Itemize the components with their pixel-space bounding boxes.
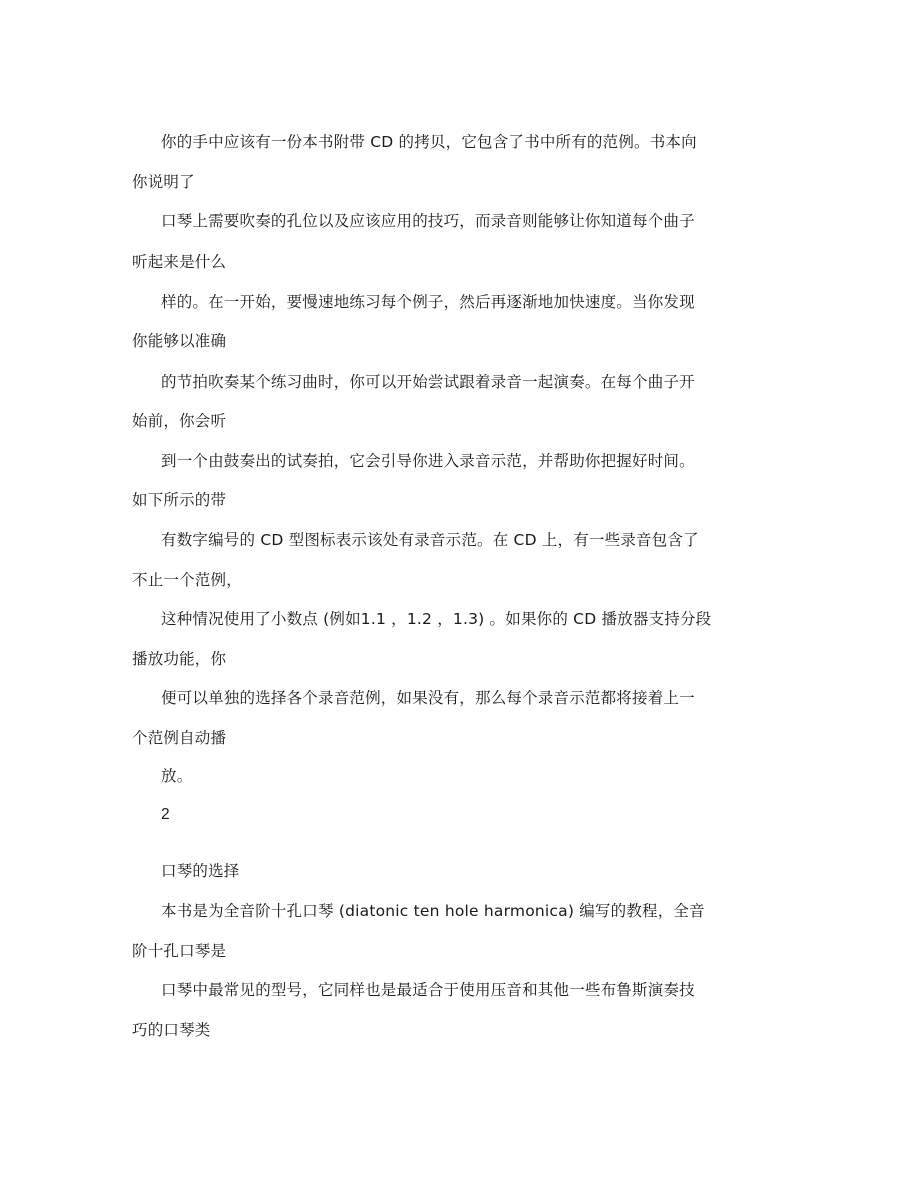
section-paragraph-1-line-2: 阶十孔口琴是 [132, 942, 227, 960]
paragraph-7-line-1: 这种情况使用了小数点 (例如1.1 ，1.2 ，1.3) 。如果你的 CD 播放器支持分段 [161, 610, 712, 628]
paragraph-3-line-1: 样的。在一开始，要慢速地练习每个例子，然后再逐渐地加快速度。当你发现 [161, 293, 695, 311]
paragraph-2-line-1: 口琴上需要吹奏的孔位以及应该应用的技巧，而录音则能够让你知道每个曲子 [161, 212, 695, 230]
paragraph-1-line-2: 你说明了 [132, 173, 195, 191]
paragraph-8-line-1: 便可以单独的选择各个录音范例，如果没有，那么每个录音示范都将接着上一 [161, 689, 695, 707]
paragraph-6-line-1: 有数字编号的 CD 型图标表示该处有录音示范。在 CD 上，有一些录音包含了 [161, 531, 699, 549]
section-paragraph-1-line-1: 本书是为全音阶十孔口琴 (diatonic ten hole harmonica) 编写的教程，全音 [161, 902, 705, 920]
paragraph-8-line-2: 个范例自动播 [132, 729, 227, 747]
section-title: 口琴的选择 [161, 862, 240, 880]
paragraph-3-line-2: 你能够以准确 [132, 332, 227, 350]
section-paragraph-2-line-1: 口琴中最常见的型号，它同样也是最适合于使用压音和其他一些布鲁斯演奏技 [161, 981, 695, 999]
closing-line: 放。 [161, 767, 193, 785]
page-number: 2 [161, 806, 170, 823]
paragraph-7-line-2: 播放功能，你 [132, 650, 227, 668]
paragraph-2-line-2: 听起来是什么 [132, 253, 227, 271]
paragraph-5-line-2: 如下所示的带 [132, 491, 227, 509]
paragraph-6-line-2: 不止一个范例， [132, 571, 242, 589]
paragraph-4-line-1: 的节拍吹奏某个练习曲时，你可以开始尝试跟着录音一起演奏。在每个曲子开 [161, 373, 695, 391]
paragraph-5-line-1: 到一个由鼓奏出的试奏拍，它会引导你进入录音示范，并帮助你把握好时间。 [161, 452, 695, 470]
section-paragraph-2-line-2: 巧的口琴类 [132, 1021, 211, 1039]
paragraph-4-line-2: 始前，你会听 [132, 412, 227, 430]
paragraph-1-line-1: 你的手中应该有一份本书附带 CD 的拷贝，它包含了书中所有的范例。书本向 [161, 133, 697, 151]
